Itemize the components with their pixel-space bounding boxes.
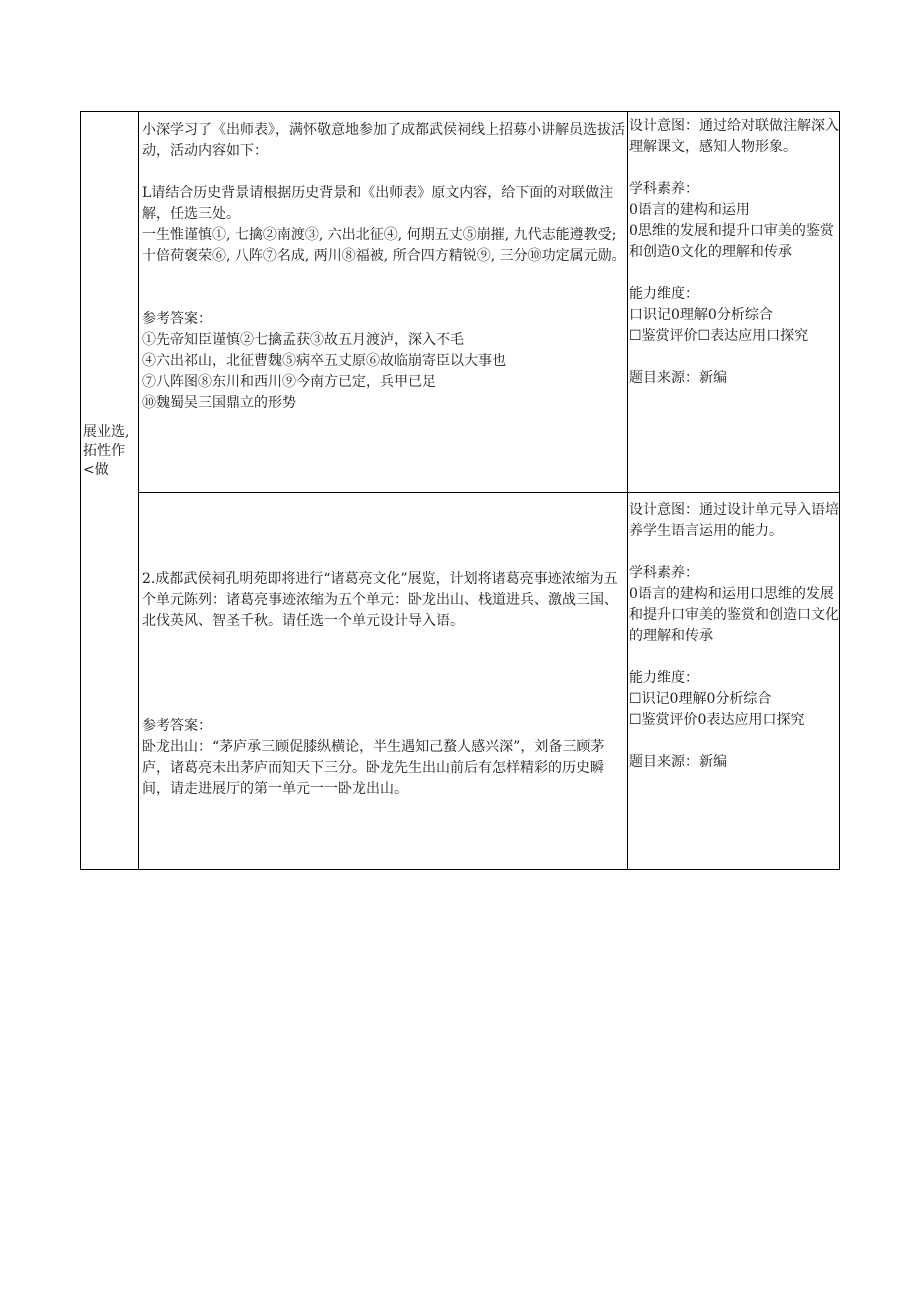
answer-1-line: ①先帝知臣谨慎②七擒孟获③故五月渡泸，深入不毛 [142, 332, 464, 348]
exercise-table [80, 111, 840, 870]
question-2-task: 2.成都武侯祠孔明苑即将进行“诸葛亮文化”展览，计划将诸葛亮事迹浓缩为五个单元陈列：诸葛亮事迹浓缩为五个单元：卧龙出山、栈道进兵、激战三国、北伐英风、智圣千秋。请任选一个单元设计导入语。 [142, 571, 618, 629]
source-1: 题目来源：新编 [629, 370, 727, 386]
answer-1-line: ④六出祁山，北征曹魏⑤病卒五丈原⑥故临崩寄臣以大事也 [142, 353, 506, 369]
question-1-intro: 小深学习了《出师表》，满怀敬意地参加了成都武侯祠线上招募小讲解员选拔活动，活动内容如下： [142, 122, 625, 159]
literacy-item-1: 0语言的建构和运用口思维的发展和提升口审美的鉴赏和创造口文化的理解和传承 [629, 586, 839, 644]
notes-1-cell [629, 116, 839, 389]
notes-2-cell [629, 500, 839, 773]
row-divider [139, 492, 839, 493]
design-intent-2: 设计意图：通过设计单元导入语培养学生语言运用的能力。 [629, 502, 839, 539]
literacy-label-2: 学科素养： [629, 565, 699, 581]
couplet-top-line: 一生惟谨慎①, 七擒②南渡③, 六出北征④, 何期五丈⑤崩摧, 九代志能遵教受; [142, 227, 617, 243]
ability-label-2: 能力维度： [629, 670, 699, 686]
question-1-cell [142, 120, 626, 414]
question-1-task: L请结合历史背景请根据历史背景和《出师表》原文内容，给下面的对联做注解，任选三处。 [142, 185, 614, 222]
literacy-item-2: 0思维的发展和提升口审美的鉴赏和创造0文化的理解和传承 [629, 223, 834, 260]
ability-item-2: ☐鉴赏评价0表达应用口探究 [629, 712, 805, 728]
design-intent-1: 设计意图：通过给对联做注解深入理解课文，感知人物形象。 [629, 118, 839, 155]
answer-1-line: ⑦八阵图⑧东川和西川⑨今南方已定，兵甲已足 [142, 374, 436, 390]
literacy-item-1: 0语言的建构和运用 [629, 202, 750, 218]
answer-2-label: 参考答案： [142, 718, 212, 734]
ability-label-1: 能力维度： [629, 286, 699, 302]
ability-item-2: ☐鉴赏评价☐表达应用口探究 [629, 328, 809, 344]
literacy-label-1: 学科素养： [629, 181, 699, 197]
couplet-bottom-line: 十倍荷褒荣⑥, 八阵⑦名成, 两川⑧福被, 所合四方精锐⑨, 三分⑩功定属元勋。 [142, 248, 626, 264]
answer-1-label: 参考答案： [142, 311, 212, 327]
question-2-cell [142, 569, 626, 800]
answer-1-line: ⑩魏蜀吴三国鼎立的形势 [142, 395, 296, 411]
source-2: 题目来源：新编 [629, 754, 727, 770]
ability-item-1: 口识记0理解0分析综合 [629, 307, 773, 323]
category-column [81, 112, 139, 869]
ability-item-1: ☐识记0理解0分析综合 [629, 691, 772, 707]
answer-2-text: 卧龙出山：“茅庐承三顾促膝纵横论，半生遇知己蝥人感兴深”，刘备三顾茅庐，诸葛亮未出茅庐而知天下三分。卧龙先生出山前后有怎样精彩的历史瞬间，请走进展厅的第一单元一一卧龙出山。 [142, 739, 605, 797]
column-divider [627, 112, 628, 869]
category-label: 展业选,拓性作<做 [83, 424, 130, 478]
